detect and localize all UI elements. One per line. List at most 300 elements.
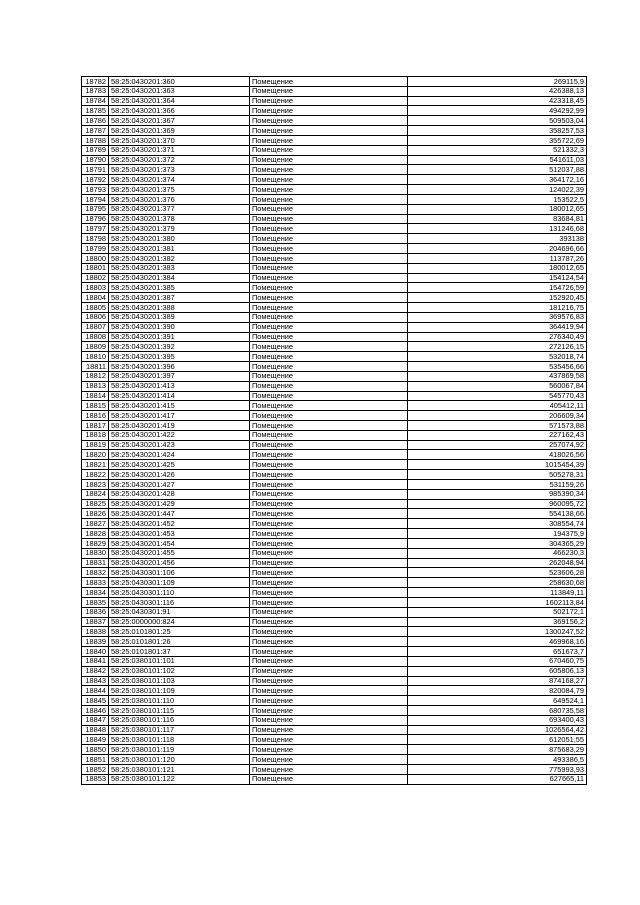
table-row <box>82 440 587 450</box>
cadastral-number-cell: 58:25:0101801:25 <box>109 627 250 637</box>
row-number-cell: 18784 <box>82 96 109 106</box>
cadastral-value-cell: 152920,45 <box>408 293 587 303</box>
object-type-cell: Помещение <box>250 77 408 87</box>
row-number-cell: 18787 <box>82 126 109 136</box>
object-type-cell: Помещение <box>250 224 408 234</box>
table-row <box>82 509 587 519</box>
cadastral-value-cell: 875683,29 <box>408 745 587 755</box>
cadastral-value-cell: 651673,7 <box>408 647 587 657</box>
cadastral-number-cell: 58:25:0430301:110 <box>109 588 250 598</box>
cadastral-number-cell: 58:25:0101801:26 <box>109 637 250 647</box>
table-row <box>82 450 587 460</box>
cadastral-number-cell: 58:25:0430201:429 <box>109 499 250 509</box>
cadastral-number-cell: 58:25:0380101:117 <box>109 725 250 735</box>
cadastral-value-cell: 505278,31 <box>408 470 587 480</box>
row-number-cell: 18805 <box>82 303 109 313</box>
object-type-cell: Помещение <box>250 617 408 627</box>
cadastral-value-cell: 554138,66 <box>408 509 587 519</box>
cadastral-number-cell: 58:25:0430201:387 <box>109 293 250 303</box>
row-number-cell: 18802 <box>82 273 109 283</box>
table-row <box>82 77 587 87</box>
cadastral-value-cell: 272126,15 <box>408 342 587 352</box>
cadastral-number-cell: 58:25:0430201:414 <box>109 391 250 401</box>
object-type-cell: Помещение <box>250 391 408 401</box>
table-row <box>82 332 587 342</box>
row-number-cell: 18783 <box>82 86 109 96</box>
cadastral-value-cell: 612051,55 <box>408 735 587 745</box>
row-number-cell: 18803 <box>82 283 109 293</box>
row-number-cell: 18794 <box>82 194 109 204</box>
row-number-cell: 18825 <box>82 499 109 509</box>
table-row <box>82 568 587 578</box>
object-type-cell: Помещение <box>250 362 408 372</box>
row-number-cell: 18832 <box>82 568 109 578</box>
object-type-cell: Помещение <box>250 558 408 568</box>
cadastral-number-cell: 58:25:0430201:424 <box>109 450 250 460</box>
cadastral-number-cell: 58:25:0430301:116 <box>109 597 250 607</box>
cadastral-value-cell: 509503,04 <box>408 116 587 126</box>
row-number-cell: 18833 <box>82 578 109 588</box>
object-type-cell: Помещение <box>250 656 408 666</box>
object-type-cell: Помещение <box>250 647 408 657</box>
cadastral-value-cell: 521332,3 <box>408 145 587 155</box>
row-number-cell: 18839 <box>82 637 109 647</box>
cadastral-number-cell: 58:25:0430201:392 <box>109 342 250 352</box>
object-type-cell: Помещение <box>250 126 408 136</box>
table-row <box>82 637 587 647</box>
cadastral-number-cell: 58:25:0430201:369 <box>109 126 250 136</box>
object-type-cell: Помещение <box>250 263 408 273</box>
row-number-cell: 18800 <box>82 253 109 263</box>
cadastral-number-cell: 58:25:0430201:413 <box>109 381 250 391</box>
object-type-cell: Помещение <box>250 175 408 185</box>
cadastral-number-cell: 58:25:0430201:381 <box>109 244 250 254</box>
cadastral-value-cell: 154124,54 <box>408 273 587 283</box>
cadastral-value-cell: 181216,75 <box>408 303 587 313</box>
cadastral-value-cell: 775993,93 <box>408 764 587 774</box>
cadastral-number-cell: 58:25:0430201:384 <box>109 273 250 283</box>
table-row <box>82 597 587 607</box>
cadastral-number-cell: 58:25:0430201:425 <box>109 460 250 470</box>
row-number-cell: 18848 <box>82 725 109 735</box>
object-type-cell: Помещение <box>250 578 408 588</box>
object-type-cell: Помещение <box>250 696 408 706</box>
row-number-cell: 18840 <box>82 647 109 657</box>
cadastral-value-cell: 124022,39 <box>408 185 587 195</box>
table-row <box>82 470 587 480</box>
object-type-cell: Помещение <box>250 332 408 342</box>
row-number-cell: 18811 <box>82 362 109 372</box>
row-number-cell: 18813 <box>82 381 109 391</box>
object-type-cell: Помещение <box>250 214 408 224</box>
object-type-cell: Помещение <box>250 774 408 784</box>
object-type-cell: Помещение <box>250 666 408 676</box>
table-row <box>82 519 587 529</box>
object-type-cell: Помещение <box>250 401 408 411</box>
cadastral-value-cell: 180012,65 <box>408 204 587 214</box>
cadastral-value-cell: 113787,26 <box>408 253 587 263</box>
object-type-cell: Помещение <box>250 686 408 696</box>
object-type-cell: Помещение <box>250 627 408 637</box>
object-type-cell: Помещение <box>250 312 408 322</box>
object-type-cell: Помещение <box>250 548 408 558</box>
cadastral-number-cell: 58:25:0430201:447 <box>109 509 250 519</box>
cadastral-number-cell: 58:25:0430301:106 <box>109 568 250 578</box>
cadastral-value-cell: 227162,43 <box>408 430 587 440</box>
table-row <box>82 391 587 401</box>
object-type-cell: Помещение <box>250 371 408 381</box>
table-row <box>82 273 587 283</box>
cadastral-number-cell: 58:25:0430201:376 <box>109 194 250 204</box>
row-number-cell: 18845 <box>82 696 109 706</box>
object-type-cell: Помещение <box>250 155 408 165</box>
cadastral-number-cell: 58:25:0380101:118 <box>109 735 250 745</box>
table-row <box>82 312 587 322</box>
cadastral-value-cell: 693400,43 <box>408 715 587 725</box>
table-row <box>82 126 587 136</box>
row-number-cell: 18851 <box>82 755 109 765</box>
row-number-cell: 18817 <box>82 420 109 430</box>
cadastral-number-cell: 58:25:0430201:364 <box>109 96 250 106</box>
table-row <box>82 745 587 755</box>
cadastral-value-cell: 426388,13 <box>408 86 587 96</box>
cadastral-value-cell: 1026564,42 <box>408 725 587 735</box>
cadastral-number-cell: 58:25:0430201:391 <box>109 332 250 342</box>
object-type-cell: Помещение <box>250 706 408 716</box>
cadastral-value-table <box>81 76 587 785</box>
table-row <box>82 548 587 558</box>
cadastral-number-cell: 58:25:0430201:390 <box>109 322 250 332</box>
cadastral-number-cell: 58:25:0380101:102 <box>109 666 250 676</box>
cadastral-value-cell: 502172,1 <box>408 607 587 617</box>
cadastral-number-cell: 58:25:0430201:426 <box>109 470 250 480</box>
cadastral-number-cell: 58:25:0430201:374 <box>109 175 250 185</box>
row-number-cell: 18835 <box>82 597 109 607</box>
cadastral-number-cell: 58:25:0430201:422 <box>109 430 250 440</box>
row-number-cell: 18836 <box>82 607 109 617</box>
row-number-cell: 18786 <box>82 116 109 126</box>
row-number-cell: 18823 <box>82 479 109 489</box>
object-type-cell: Помещение <box>250 283 408 293</box>
row-number-cell: 18819 <box>82 440 109 450</box>
table-row <box>82 224 587 234</box>
object-type-cell: Помещение <box>250 489 408 499</box>
table-row <box>82 656 587 666</box>
table-row <box>82 696 587 706</box>
cadastral-value-cell: 269115,9 <box>408 77 587 87</box>
cadastral-value-cell: 531159,26 <box>408 479 587 489</box>
cadastral-value-cell: 257074,92 <box>408 440 587 450</box>
table-row <box>82 430 587 440</box>
cadastral-value-cell: 512037,88 <box>408 165 587 175</box>
row-number-cell: 18842 <box>82 666 109 676</box>
cadastral-number-cell: 58:25:0430201:378 <box>109 214 250 224</box>
table-row <box>82 253 587 263</box>
cadastral-value-cell: 1602113,84 <box>408 597 587 607</box>
object-type-cell: Помещение <box>250 745 408 755</box>
object-type-cell: Помещение <box>250 735 408 745</box>
table-row <box>82 342 587 352</box>
cadastral-value-cell: 493386,5 <box>408 755 587 765</box>
row-number-cell: 18844 <box>82 686 109 696</box>
table-row <box>82 244 587 254</box>
row-number-cell: 18797 <box>82 224 109 234</box>
cadastral-number-cell: 58:25:0380101:101 <box>109 656 250 666</box>
object-type-cell: Помещение <box>250 352 408 362</box>
object-type-cell: Помещение <box>250 411 408 421</box>
row-number-cell: 18829 <box>82 538 109 548</box>
table-row <box>82 489 587 499</box>
object-type-cell: Помещение <box>250 244 408 254</box>
object-type-cell: Помещение <box>250 106 408 116</box>
table-row <box>82 401 587 411</box>
cadastral-number-cell: 58:25:0430201:382 <box>109 253 250 263</box>
cadastral-number-cell: 58:25:0430201:363 <box>109 86 250 96</box>
cadastral-value-cell: 680735,58 <box>408 706 587 716</box>
cadastral-number-cell: 58:25:0430201:455 <box>109 548 250 558</box>
table-row <box>82 303 587 313</box>
cadastral-value-cell: 364419,94 <box>408 322 587 332</box>
table-row <box>82 529 587 539</box>
object-type-cell: Помещение <box>250 568 408 578</box>
object-type-cell: Помещение <box>250 529 408 539</box>
table-row <box>82 185 587 195</box>
table-row <box>82 774 587 784</box>
table-row <box>82 607 587 617</box>
cadastral-number-cell: 58:25:0430201:423 <box>109 440 250 450</box>
table-row <box>82 588 587 598</box>
cadastral-number-cell: 58:25:0430201:417 <box>109 411 250 421</box>
object-type-cell: Помещение <box>250 234 408 244</box>
cadastral-number-cell: 58:25:0380101:110 <box>109 696 250 706</box>
row-number-cell: 18824 <box>82 489 109 499</box>
cadastral-number-cell: 58:25:0000000:824 <box>109 617 250 627</box>
object-type-cell: Помещение <box>250 479 408 489</box>
cadastral-number-cell: 58:25:0430201:419 <box>109 420 250 430</box>
table-row <box>82 263 587 273</box>
table-row <box>82 165 587 175</box>
object-type-cell: Помещение <box>250 322 408 332</box>
table-row <box>82 764 587 774</box>
row-number-cell: 18821 <box>82 460 109 470</box>
cadastral-value-cell: 670460,75 <box>408 656 587 666</box>
object-type-cell: Помещение <box>250 676 408 686</box>
cadastral-value-cell: 194375,9 <box>408 529 587 539</box>
table-row <box>82 735 587 745</box>
cadastral-value-cell: 649524,1 <box>408 696 587 706</box>
table-row <box>82 352 587 362</box>
row-number-cell: 18793 <box>82 185 109 195</box>
table-row <box>82 283 587 293</box>
row-number-cell: 18846 <box>82 706 109 716</box>
object-type-cell: Помещение <box>250 204 408 214</box>
cadastral-value-cell: 437869,58 <box>408 371 587 381</box>
row-number-cell: 18810 <box>82 352 109 362</box>
row-number-cell: 18828 <box>82 529 109 539</box>
object-type-cell: Помещение <box>250 538 408 548</box>
cadastral-value-cell: 369156,2 <box>408 617 587 627</box>
cadastral-value-cell: 180012,65 <box>408 263 587 273</box>
table-row <box>82 116 587 126</box>
cadastral-number-cell: 58:25:0430201:372 <box>109 155 250 165</box>
table-row <box>82 499 587 509</box>
row-number-cell: 18826 <box>82 509 109 519</box>
row-number-cell: 18791 <box>82 165 109 175</box>
cadastral-value-cell: 960095,72 <box>408 499 587 509</box>
row-number-cell: 18827 <box>82 519 109 529</box>
cadastral-value-cell: 627665,11 <box>408 774 587 784</box>
object-type-cell: Помещение <box>250 450 408 460</box>
object-type-cell: Помещение <box>250 420 408 430</box>
cadastral-number-cell: 58:25:0430201:379 <box>109 224 250 234</box>
row-number-cell: 18806 <box>82 312 109 322</box>
table-row <box>82 381 587 391</box>
cadastral-value-cell: 369576,83 <box>408 312 587 322</box>
object-type-cell: Помещение <box>250 519 408 529</box>
cadastral-number-cell: 58:25:0430201:397 <box>109 371 250 381</box>
cadastral-value-cell: 131246,68 <box>408 224 587 234</box>
cadastral-value-cell: 355722,69 <box>408 135 587 145</box>
cadastral-value-cell: 1300247,52 <box>408 627 587 637</box>
cadastral-number-cell: 58:25:0430201:456 <box>109 558 250 568</box>
row-number-cell: 18816 <box>82 411 109 421</box>
table-row <box>82 725 587 735</box>
cadastral-value-cell: 820084,79 <box>408 686 587 696</box>
table-row <box>82 706 587 716</box>
row-number-cell: 18785 <box>82 106 109 116</box>
row-number-cell: 18804 <box>82 293 109 303</box>
row-number-cell: 18838 <box>82 627 109 637</box>
cadastral-number-cell: 58:25:0380101:119 <box>109 745 250 755</box>
cadastral-number-cell: 58:25:0430201:396 <box>109 362 250 372</box>
row-number-cell: 18822 <box>82 470 109 480</box>
cadastral-number-cell: 58:25:0430301:91 <box>109 607 250 617</box>
table-row <box>82 617 587 627</box>
table-row <box>82 460 587 470</box>
row-number-cell: 18841 <box>82 656 109 666</box>
row-number-cell: 18796 <box>82 214 109 224</box>
table-row <box>82 204 587 214</box>
table-row <box>82 647 587 657</box>
cadastral-value-cell: 1015454,39 <box>408 460 587 470</box>
row-number-cell: 18830 <box>82 548 109 558</box>
object-type-cell: Помещение <box>250 96 408 106</box>
cadastral-number-cell: 58:25:0430301:109 <box>109 578 250 588</box>
row-number-cell: 18850 <box>82 745 109 755</box>
cadastral-number-cell: 58:25:0101801:37 <box>109 647 250 657</box>
cadastral-value-cell: 494292,99 <box>408 106 587 116</box>
table-row <box>82 293 587 303</box>
cadastral-number-cell: 58:25:0430201:367 <box>109 116 250 126</box>
row-number-cell: 18790 <box>82 155 109 165</box>
object-type-cell: Помещение <box>250 509 408 519</box>
cadastral-value-cell: 308554,74 <box>408 519 587 529</box>
cadastral-value-cell: 605806,13 <box>408 666 587 676</box>
cadastral-number-cell: 58:25:0430201:427 <box>109 479 250 489</box>
row-number-cell: 18815 <box>82 401 109 411</box>
cadastral-number-cell: 58:25:0430201:452 <box>109 519 250 529</box>
cadastral-value-cell: 405412,11 <box>408 401 587 411</box>
table-row <box>82 135 587 145</box>
row-number-cell: 18788 <box>82 135 109 145</box>
row-number-cell: 18798 <box>82 234 109 244</box>
cadastral-number-cell: 58:25:0380101:122 <box>109 774 250 784</box>
cadastral-value-cell: 535456,66 <box>408 362 587 372</box>
cadastral-number-cell: 58:25:0430201:370 <box>109 135 250 145</box>
row-number-cell: 18795 <box>82 204 109 214</box>
table-row <box>82 175 587 185</box>
cadastral-number-cell: 58:25:0380101:116 <box>109 715 250 725</box>
table-row <box>82 155 587 165</box>
row-number-cell: 18814 <box>82 391 109 401</box>
row-number-cell: 18799 <box>82 244 109 254</box>
object-type-cell: Помещение <box>250 165 408 175</box>
cadastral-number-cell: 58:25:0380101:121 <box>109 764 250 774</box>
cadastral-value-cell: 358257,53 <box>408 126 587 136</box>
cadastral-value-cell: 154726,59 <box>408 283 587 293</box>
object-type-cell: Помещение <box>250 303 408 313</box>
table-row <box>82 106 587 116</box>
cadastral-number-cell: 58:25:0430201:415 <box>109 401 250 411</box>
cadastral-value-cell: 466230,3 <box>408 548 587 558</box>
row-number-cell: 18849 <box>82 735 109 745</box>
object-type-cell: Помещение <box>250 588 408 598</box>
table-row <box>82 686 587 696</box>
cadastral-number-cell: 58:25:0430201:380 <box>109 234 250 244</box>
object-type-cell: Помещение <box>250 499 408 509</box>
cadastral-number-cell: 58:25:0430201:385 <box>109 283 250 293</box>
object-type-cell: Помещение <box>250 185 408 195</box>
table-row <box>82 627 587 637</box>
cadastral-value-cell: 206609,34 <box>408 411 587 421</box>
cadastral-value-cell: 258630,68 <box>408 578 587 588</box>
row-number-cell: 18808 <box>82 332 109 342</box>
table-row <box>82 145 587 155</box>
table-row <box>82 578 587 588</box>
cadastral-value-cell: 304365,29 <box>408 538 587 548</box>
cadastral-number-cell: 58:25:0430201:453 <box>109 529 250 539</box>
row-number-cell: 18818 <box>82 430 109 440</box>
table-row <box>82 362 587 372</box>
object-type-cell: Помещение <box>250 135 408 145</box>
object-type-cell: Помещение <box>250 381 408 391</box>
cadastral-number-cell: 58:25:0430201:373 <box>109 165 250 175</box>
row-number-cell: 18792 <box>82 175 109 185</box>
cadastral-value-cell: 113849,11 <box>408 588 587 598</box>
table-row <box>82 371 587 381</box>
table-row <box>82 479 587 489</box>
object-type-cell: Помещение <box>250 440 408 450</box>
object-type-cell: Помещение <box>250 342 408 352</box>
object-type-cell: Помещение <box>250 145 408 155</box>
object-type-cell: Помещение <box>250 253 408 263</box>
cadastral-number-cell: 58:25:0430201:454 <box>109 538 250 548</box>
object-type-cell: Помещение <box>250 194 408 204</box>
row-number-cell: 18809 <box>82 342 109 352</box>
table-row <box>82 676 587 686</box>
row-number-cell: 18789 <box>82 145 109 155</box>
cadastral-number-cell: 58:25:0430201:366 <box>109 106 250 116</box>
row-number-cell: 18847 <box>82 715 109 725</box>
row-number-cell: 18853 <box>82 774 109 784</box>
cadastral-value-cell: 469968,16 <box>408 637 587 647</box>
object-type-cell: Помещение <box>250 607 408 617</box>
row-number-cell: 18852 <box>82 764 109 774</box>
object-type-cell: Помещение <box>250 116 408 126</box>
row-number-cell: 18820 <box>82 450 109 460</box>
cadastral-value-cell: 523606,28 <box>408 568 587 578</box>
row-number-cell: 18843 <box>82 676 109 686</box>
